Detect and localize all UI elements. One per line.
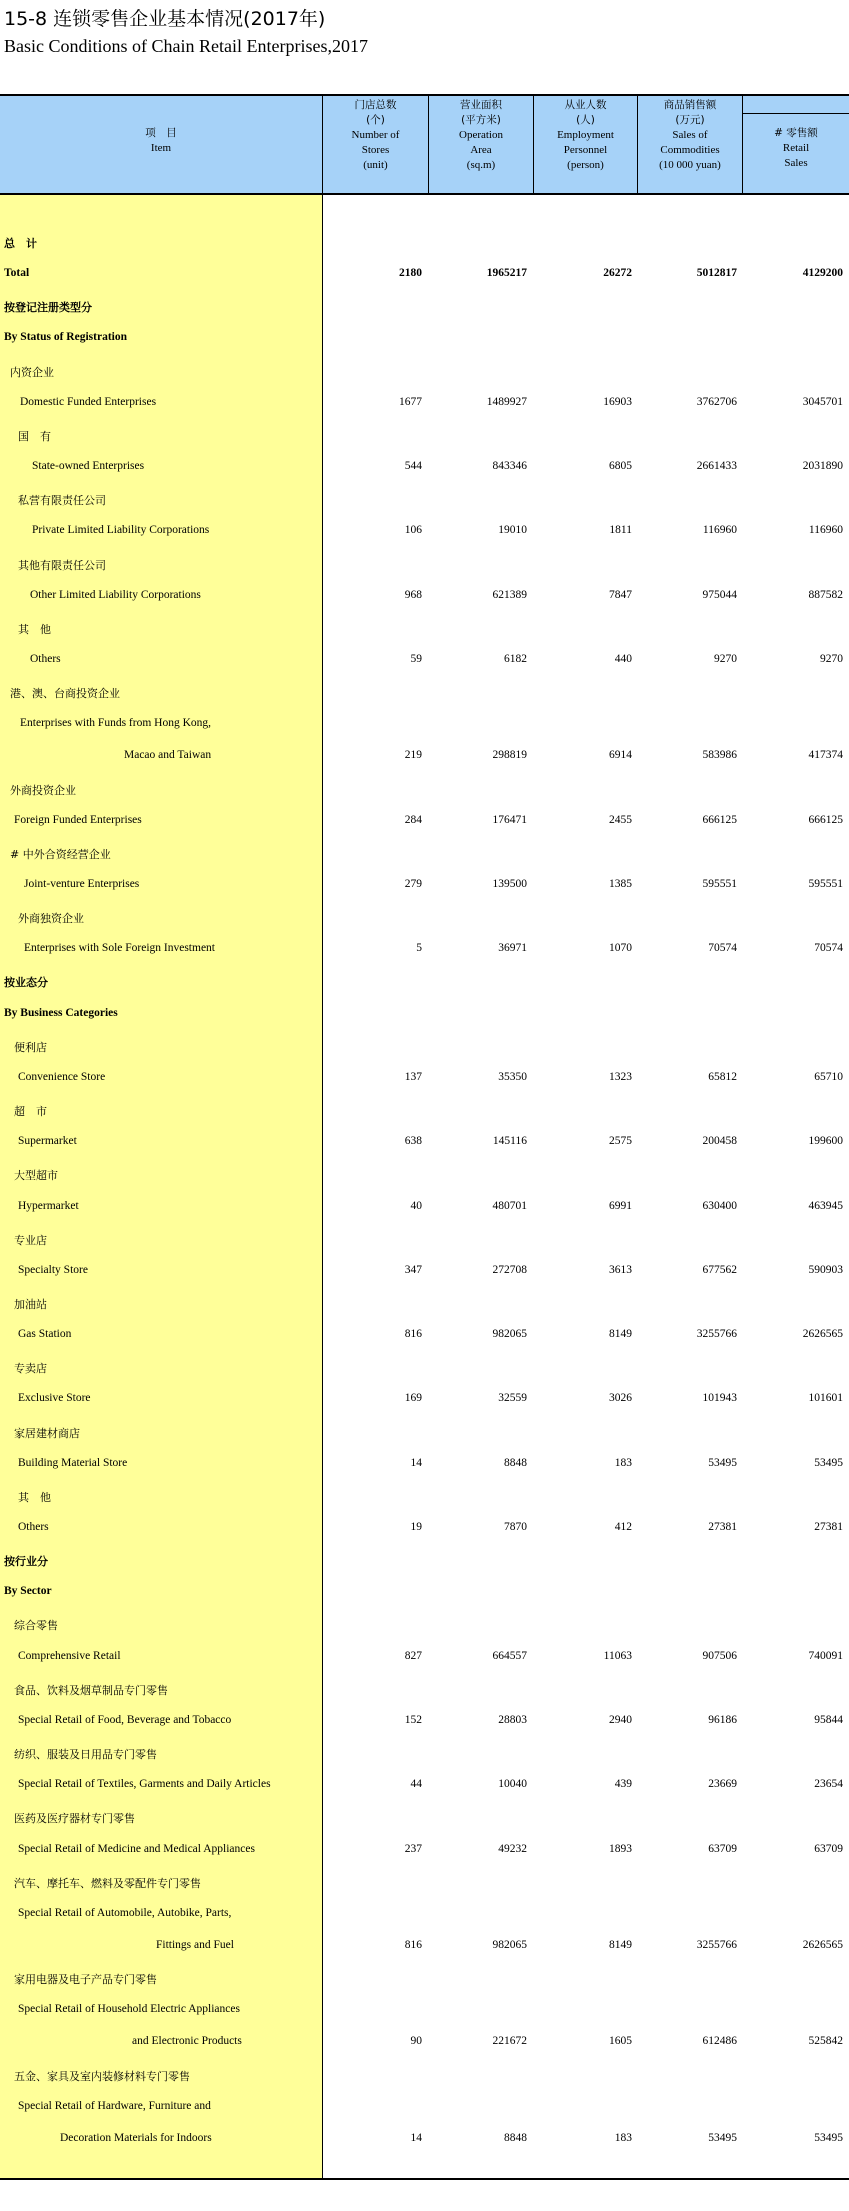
row-value: 5 <box>416 942 422 954</box>
row-value: 1070 <box>609 942 632 954</box>
row-value: 53495 <box>708 2132 737 2144</box>
row-label: 国 有 <box>18 430 51 443</box>
row-label: 内资企业 <box>10 366 54 379</box>
row-value: 2626565 <box>802 1939 843 1951</box>
row-value: 279 <box>404 878 422 890</box>
table-row <box>0 2066 849 2086</box>
row-value: 1677 <box>399 396 422 408</box>
row-value: 116960 <box>702 524 737 536</box>
row-label: 家居建材商店 <box>14 1427 80 1440</box>
row-value: 907506 <box>702 1650 737 1662</box>
row-value: 590903 <box>808 1264 843 1276</box>
row-value: 583986 <box>702 749 737 761</box>
table-row <box>0 972 849 992</box>
row-value: 298819 <box>492 749 527 761</box>
row-value: 200458 <box>702 1135 737 1147</box>
row-value: 412 <box>614 1521 632 1533</box>
table-row <box>0 329 849 349</box>
row-value: 638 <box>404 1135 422 1147</box>
row-value: 169 <box>404 1392 422 1404</box>
table-row <box>0 715 849 735</box>
row-value: 10040 <box>498 1778 527 1790</box>
row-label: 外商独资企业 <box>18 912 84 925</box>
row-label: and Electronic Products <box>132 2035 242 2047</box>
row-value: 65812 <box>708 1071 737 1083</box>
row-value: 28803 <box>498 1714 527 1726</box>
row-value: 176471 <box>492 814 527 826</box>
bottom-rule <box>0 2178 849 2180</box>
top-rule <box>0 94 849 96</box>
row-value: 2661433 <box>696 460 737 472</box>
row-label: 医药及医疗器材专门零售 <box>14 1812 135 1825</box>
row-value: 27381 <box>814 1521 843 1533</box>
row-value: 440 <box>614 653 632 665</box>
row-value: 843346 <box>492 460 527 472</box>
header-sales <box>638 98 742 173</box>
row-label: 专业店 <box>14 1234 47 1247</box>
row-label: Exclusive Store <box>18 1392 91 1404</box>
row-value: 6182 <box>504 653 527 665</box>
table-row <box>0 1712 849 1732</box>
row-value: 59 <box>410 653 422 665</box>
row-value: 1965217 <box>486 267 527 279</box>
row-label: Specialty Store <box>18 1264 88 1276</box>
header-sales-cn: 商品销售额 (万元) <box>663 99 717 126</box>
table-row <box>0 1005 849 1025</box>
table-row <box>0 844 849 864</box>
table-title-en: Basic Conditions of Chain Retail Enterprises,2017 <box>4 36 368 56</box>
table-row <box>0 1905 849 1925</box>
row-value: 26272 <box>603 267 632 279</box>
row-label: Comprehensive Retail <box>18 1650 121 1662</box>
row-value: 5012817 <box>696 267 737 279</box>
row-value: 3045701 <box>802 396 843 408</box>
row-value: 347 <box>404 1264 422 1276</box>
table-row <box>0 1262 849 1282</box>
header-retail <box>743 126 849 171</box>
row-value: 1323 <box>609 1071 632 1083</box>
header-stores-en: Number of Stores (unit) <box>351 129 400 171</box>
header-personnel-cn: 从业人数 (人) <box>564 99 607 126</box>
row-value: 27381 <box>708 1521 737 1533</box>
row-value: 272708 <box>492 1264 527 1276</box>
row-label: 其 他 <box>18 623 51 636</box>
table-row <box>0 1487 849 1507</box>
row-label: 按登记注册类型分 <box>4 301 92 314</box>
row-value: 137 <box>404 1071 422 1083</box>
row-value: 8149 <box>609 1939 632 1951</box>
row-value: 53495 <box>814 1457 843 1469</box>
table-row <box>0 1165 849 1185</box>
table-row <box>0 812 849 832</box>
header-retail-cn: # 零售额 <box>774 127 818 139</box>
row-value: 480701 <box>492 1200 527 1212</box>
row-value: 23669 <box>708 1778 737 1790</box>
table-row <box>0 2098 849 2118</box>
row-value: 53495 <box>814 2132 843 2144</box>
row-label: # 中外合资经营企业 <box>10 848 111 861</box>
row-value: 65710 <box>814 1071 843 1083</box>
row-value: 439 <box>614 1778 632 1790</box>
table-row <box>0 1455 849 1475</box>
table-row <box>0 458 849 478</box>
row-label: 综合零售 <box>14 1619 58 1632</box>
header-item-en: Item <box>150 142 172 154</box>
row-value: 968 <box>404 589 422 601</box>
row-value: 8149 <box>609 1328 632 1340</box>
row-label: 其 他 <box>18 1491 51 1504</box>
row-value: 284 <box>404 814 422 826</box>
table-row <box>0 1615 849 1635</box>
row-value: 887582 <box>808 589 843 601</box>
row-value: 3762706 <box>696 396 737 408</box>
row-label: Special Retail of Medicine and Medical Appliances <box>18 1843 255 1855</box>
row-value: 666125 <box>808 814 843 826</box>
table-row <box>0 876 849 896</box>
row-label: 大型超市 <box>14 1169 58 1182</box>
row-value: 70574 <box>708 942 737 954</box>
row-value: 11063 <box>603 1650 632 1662</box>
row-value: 106 <box>404 524 422 536</box>
table-row <box>0 1519 849 1539</box>
header-rule <box>0 193 849 195</box>
table-row <box>0 1680 849 1700</box>
row-value: 2455 <box>609 814 632 826</box>
row-value: 1385 <box>609 878 632 890</box>
row-value: 183 <box>614 2132 632 2144</box>
table-row <box>0 780 849 800</box>
table-row <box>0 1198 849 1218</box>
table-row <box>0 2033 849 2053</box>
row-value: 63709 <box>708 1843 737 1855</box>
table-row <box>0 1358 849 1378</box>
table-title-cn: 15-8 连锁零售企业基本情况(2017年) <box>4 8 326 30</box>
row-value: 525842 <box>808 2035 843 2047</box>
row-value: 612486 <box>702 2035 737 2047</box>
row-value: 183 <box>614 1457 632 1469</box>
row-label: Other Limited Liability Corporations <box>30 589 201 601</box>
row-label: Special Retail of Household Electric Appliances <box>18 2003 240 2015</box>
table-row <box>0 426 849 446</box>
row-value: 3613 <box>609 1264 632 1276</box>
row-value: 417374 <box>808 749 843 761</box>
table-row <box>0 1551 849 1571</box>
row-label: Supermarket <box>18 1135 77 1147</box>
row-value: 2940 <box>609 1714 632 1726</box>
table-row <box>0 1873 849 1893</box>
row-value: 630400 <box>702 1200 737 1212</box>
row-value: 9270 <box>820 653 843 665</box>
row-value: 1489927 <box>486 396 527 408</box>
table-row <box>0 1037 849 1057</box>
row-value: 35350 <box>498 1071 527 1083</box>
row-value: 116960 <box>808 524 843 536</box>
row-value: 544 <box>404 460 422 472</box>
row-label: Enterprises with Sole Foreign Investment <box>24 942 215 954</box>
row-label: 汽车、摩托车、燃料及零配件专门零售 <box>14 1877 201 1890</box>
row-value: 44 <box>410 1778 422 1790</box>
table-row <box>0 1808 849 1828</box>
row-label: By Status of Registration <box>4 331 127 343</box>
table-row <box>0 747 849 767</box>
row-value: 463945 <box>808 1200 843 1212</box>
table-row <box>0 1648 849 1668</box>
table-row <box>0 1230 849 1250</box>
table-row <box>0 522 849 542</box>
row-label: Hypermarket <box>18 1200 79 1212</box>
header-retail-en: Retail Sales <box>782 142 810 169</box>
table-row <box>0 1326 849 1346</box>
header-item-cn: 项 目 <box>145 127 177 139</box>
table-row <box>0 1294 849 1314</box>
table-row <box>0 297 849 317</box>
row-value: 90 <box>410 2035 422 2047</box>
row-label: By Business Categories <box>4 1007 118 1019</box>
row-label: Foreign Funded Enterprises <box>14 814 142 826</box>
row-value: 14 <box>410 1457 422 1469</box>
row-value: 740091 <box>808 1650 843 1662</box>
table-row <box>0 2130 849 2150</box>
table-row <box>0 651 849 671</box>
table-row <box>0 1069 849 1089</box>
row-value: 816 <box>404 1939 422 1951</box>
row-value: 677562 <box>702 1264 737 1276</box>
table-row <box>0 265 849 285</box>
row-value: 23654 <box>814 1778 843 1790</box>
table-row <box>0 1937 849 1957</box>
table-row <box>0 362 849 382</box>
row-value: 101943 <box>702 1392 737 1404</box>
header-personnel-en: Employment Personnel (person) <box>557 129 614 171</box>
row-label: 外商投资企业 <box>10 784 76 797</box>
row-label: 按行业分 <box>4 1555 48 1568</box>
row-label: 加油站 <box>14 1298 47 1311</box>
row-label: Others <box>18 1521 49 1533</box>
row-label: Fittings and Fuel <box>156 1939 234 1951</box>
row-label: 超 市 <box>14 1105 47 1118</box>
row-value: 2180 <box>399 267 422 279</box>
row-value: 9270 <box>714 653 737 665</box>
table-row <box>0 555 849 575</box>
row-value: 595551 <box>808 878 843 890</box>
header-sales-en: Sales of Commodities (10 000 yuan) <box>659 129 721 171</box>
row-label: 五金、家具及室内装修材料专门零售 <box>14 2070 190 2083</box>
row-label: By Sector <box>4 1585 52 1597</box>
row-label: 按业态分 <box>4 976 48 989</box>
row-value: 664557 <box>492 1650 527 1662</box>
row-value: 1811 <box>609 524 632 536</box>
row-label: Special Retail of Textiles, Garments and Daily Articles <box>18 1778 271 1790</box>
row-value: 49232 <box>498 1843 527 1855</box>
row-label: Convenience Store <box>18 1071 106 1083</box>
row-label: 其他有限责任公司 <box>18 559 106 572</box>
row-value: 816 <box>404 1328 422 1340</box>
row-label: Special Retail of Automobile, Autobike, Parts, <box>18 1907 232 1919</box>
row-value: 982065 <box>492 1939 527 1951</box>
row-label: 家用电器及电子产品专门零售 <box>14 1973 157 1986</box>
table-row <box>0 619 849 639</box>
row-value: 8848 <box>504 1457 527 1469</box>
row-label: Enterprises with Funds from Hong Kong, <box>20 717 212 729</box>
row-value: 1605 <box>609 2035 632 2047</box>
row-label: 私营有限责任公司 <box>18 494 106 507</box>
table-row <box>0 1776 849 1796</box>
row-label: State-owned Enterprises <box>32 460 145 472</box>
row-label: Others <box>30 653 61 665</box>
row-value: 53495 <box>708 1457 737 1469</box>
table-row <box>0 394 849 414</box>
table-row <box>0 908 849 928</box>
table-row <box>0 233 849 253</box>
row-value: 32559 <box>498 1392 527 1404</box>
table-row <box>0 1390 849 1410</box>
row-label: 便利店 <box>14 1041 47 1054</box>
row-label: 港、澳、台商投资企业 <box>10 687 120 700</box>
row-value: 145116 <box>492 1135 527 1147</box>
row-label: Decoration Materials for Indoors <box>60 2132 212 2144</box>
row-label: Special Retail of Hardware, Furniture and <box>18 2100 211 2112</box>
header-stores <box>323 98 428 173</box>
row-value: 221672 <box>492 2035 527 2047</box>
header-stores-cn: 门店总数 (个) <box>354 99 397 126</box>
table-row <box>0 490 849 510</box>
row-value: 152 <box>404 1714 422 1726</box>
row-label: Private Limited Liability Corporations <box>32 524 210 536</box>
table-row <box>0 940 849 960</box>
row-value: 36971 <box>498 942 527 954</box>
row-value: 4129200 <box>802 267 843 279</box>
row-value: 95844 <box>814 1714 843 1726</box>
row-value: 219 <box>404 749 422 761</box>
row-value: 6914 <box>609 749 632 761</box>
row-value: 2626565 <box>802 1328 843 1340</box>
row-label: 食品、饮料及烟草制品专门零售 <box>14 1684 168 1697</box>
table-row <box>0 1423 849 1443</box>
row-label: Special Retail of Food, Beverage and Tobacco <box>18 1714 232 1726</box>
row-value: 621389 <box>492 589 527 601</box>
row-value: 7847 <box>609 589 632 601</box>
row-value: 101601 <box>808 1392 843 1404</box>
row-value: 2031890 <box>802 460 843 472</box>
header-item <box>0 126 322 156</box>
row-value: 199600 <box>808 1135 843 1147</box>
retail-header-rule <box>742 113 849 114</box>
row-value: 139500 <box>492 878 527 890</box>
row-value: 3255766 <box>696 1328 737 1340</box>
table-row <box>0 587 849 607</box>
row-value: 40 <box>410 1200 422 1212</box>
row-value: 237 <box>404 1843 422 1855</box>
row-label: Domestic Funded Enterprises <box>20 396 157 408</box>
table-row <box>0 1583 849 1603</box>
row-value: 3255766 <box>696 1939 737 1951</box>
header-area-en: Operation Area (sq.m) <box>459 129 503 171</box>
row-value: 666125 <box>702 814 737 826</box>
row-value: 19 <box>410 1521 422 1533</box>
row-label: 纺织、服装及日用品专门零售 <box>14 1748 157 1761</box>
row-label: Total <box>4 267 30 279</box>
row-value: 6805 <box>609 460 632 472</box>
row-value: 7870 <box>504 1521 527 1533</box>
row-label: Joint-venture Enterprises <box>24 878 140 890</box>
row-label: 专卖店 <box>14 1362 47 1375</box>
table-row <box>0 683 849 703</box>
row-value: 63709 <box>814 1843 843 1855</box>
row-label: Gas Station <box>18 1328 72 1340</box>
row-value: 827 <box>404 1650 422 1662</box>
row-value: 595551 <box>702 878 737 890</box>
row-value: 3026 <box>609 1392 632 1404</box>
table-row <box>0 1969 849 1989</box>
row-value: 8848 <box>504 2132 527 2144</box>
row-value: 14 <box>410 2132 422 2144</box>
row-value: 16903 <box>603 396 632 408</box>
header-personnel <box>534 98 637 173</box>
row-label: Macao and Taiwan <box>124 749 212 761</box>
table-row <box>0 2001 849 2021</box>
header-area <box>429 98 533 173</box>
row-value: 70574 <box>814 942 843 954</box>
row-value: 982065 <box>492 1328 527 1340</box>
row-value: 975044 <box>702 589 737 601</box>
row-value: 96186 <box>708 1714 737 1726</box>
table-row <box>0 1841 849 1861</box>
row-label: 总 计 <box>4 237 37 250</box>
row-value: 2575 <box>609 1135 632 1147</box>
table-row <box>0 1744 849 1764</box>
row-value: 6991 <box>609 1200 632 1212</box>
table-row <box>0 1133 849 1153</box>
table-row <box>0 1101 849 1121</box>
row-value: 19010 <box>498 524 527 536</box>
header-area-cn: 营业面积 (平方米) <box>460 99 502 126</box>
row-label: Building Material Store <box>18 1457 128 1469</box>
row-value: 1893 <box>609 1843 632 1855</box>
